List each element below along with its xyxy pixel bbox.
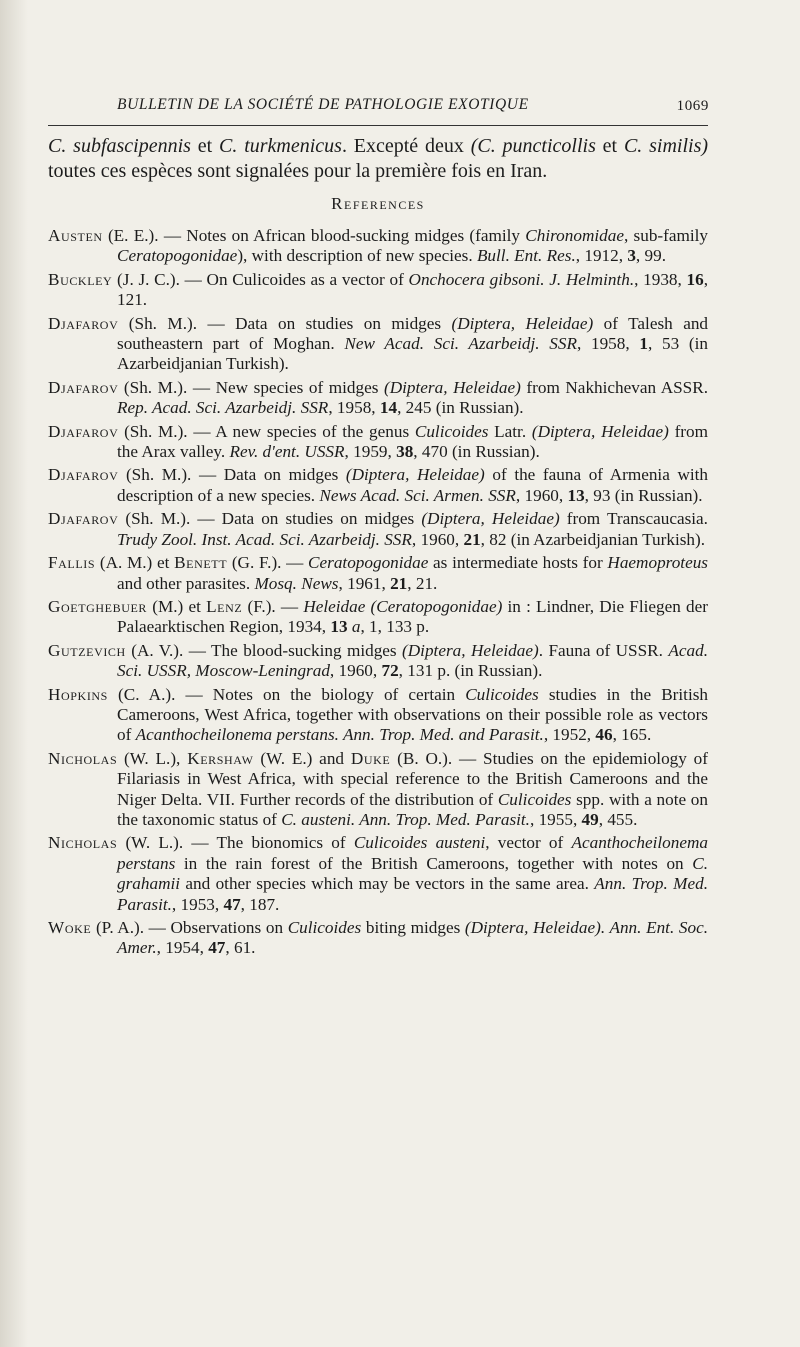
page-edge-shadow [0,0,28,1347]
reference-text: (W. L.). — The bionomics of [117,833,354,853]
reference-entry [48,509,708,550]
reference-text: , 1952, [543,725,596,745]
page-body [48,134,708,962]
reference-text: and other parasites. [117,573,255,593]
volume-number: 38 [396,442,414,462]
reference-text: , 1960, [515,485,568,505]
italic-text: Haemoproteus [607,553,708,573]
reference-text: , 1960, [329,661,382,681]
italic-text: (Diptera, Heleidae) [421,509,560,529]
italic-text: a [351,617,361,637]
reference-text: in the rain forest of the British Cameroons, together with notes on [175,853,693,873]
intro-paragraph [48,134,708,184]
reference-text: , 1958, [328,398,380,418]
reference-text: (A. M.) et [95,553,175,573]
reference-text: , 1938, [634,269,687,289]
reference-text: (E. E.). — Notes on African blood-sucking midges (family [102,226,526,245]
reference-text: (B. O.). — Studies on the epidemiology of Filariasis in West Africa, with special reference to the British Cameroons and the Niger Delta. VII. Further records of the distribution of [117,748,708,809]
author-name: Djafarov [48,313,119,333]
volume-number: 13 [567,485,585,505]
volume-number: 1 [639,334,648,354]
author-name: Goetghebuer [48,596,148,616]
author-name: Gutzevich [48,640,126,660]
reference-entry [48,553,708,594]
reference-text: , 131 p. (in Russian). [398,661,543,681]
author-name: Nicholas [48,833,118,853]
reference-entry [48,226,708,267]
author-name: Hopkins [48,684,108,704]
reference-text: (W. L.), [117,748,188,768]
reference-text: (F.). — [242,596,304,616]
author-name: Buckley [48,269,113,289]
italic-text: (Diptera, Heleidae) [345,465,485,485]
italic-text: Ceratopogonidae [308,553,429,573]
reference-text: (Sh. M.). — Data on midges [118,465,346,485]
author-name: Fallis [48,553,96,573]
italic-text: Onchocera gibsoni. J. Helminth. [408,269,635,289]
reference-text: (Sh. M.). — Data on studies on midges [118,509,422,529]
reference-text: (G. F.). — [227,553,309,573]
italic-text: Ann. Trop. Med. Parasit. [117,874,708,914]
italic-text: Acad. Sci. USSR, Moscow-Leningrad [117,640,708,681]
author-name: Lenz [206,596,243,616]
reference-text: , 165. [612,725,652,745]
author-name: Benett [174,553,228,573]
reference-text: , 121. [117,269,708,310]
volume-number: 49 [581,809,599,829]
author-name: Djafarov [48,509,119,529]
reference-text: , 1960, [411,529,464,549]
intro-text: . Excepté deux [341,135,471,157]
reference-text: , vector of [485,833,572,853]
reference-text: , 1954, [156,938,209,958]
species-name: (C. puncticollis [470,135,596,157]
reference-text: from Transcaucasia. [559,509,708,529]
italic-text: (Diptera, Heleidae) [531,421,669,441]
reference-text: (C. A.). — Notes on the biology of certain [107,684,466,704]
volume-number: 21 [390,573,408,593]
volume-number: 47 [223,894,241,914]
author-name: Djafarov [48,377,119,397]
reference-text: (Sh. M.). — New species of midges [118,377,384,397]
author-name: Woke [48,918,92,937]
reference-text: of Talesh and southeastern part of Moghan. [117,313,709,354]
reference-text: , 1, 133 p. [360,617,430,637]
header-rule [48,125,708,126]
intro-text: et [190,135,220,157]
reference-entry [48,314,708,375]
volume-number: 13 [330,617,352,637]
reference-entry [48,378,708,419]
running-title: BULLETIN DE LA SOCIÉTÉ DE PATHOLOGIE EXOTIQUE [117,96,529,113]
reference-text: as intermediate hosts for [428,553,608,573]
volume-number: 14 [379,398,398,418]
italic-text: (Diptera, Heleidae) [384,377,521,397]
reference-text: of the fauna of Armenia with description of a new species. [117,465,708,505]
species-name: C. similis) [623,135,709,157]
italic-text: Trudy Zool. Inst. Acad. Sci. Azarbeidj. SSR [117,529,412,549]
italic-text: Rev. d'ent. USSR [229,442,345,462]
reference-text: , 470 (in Russian). [413,442,540,462]
reference-text: Latr. [488,421,532,441]
author-name: Austen [48,226,103,245]
reference-text: , 21. [407,573,438,593]
reference-text: , 245 (in Russian). [397,398,524,418]
reference-text: . Fauna of USSR. [538,640,669,660]
italic-text: Culicoides austeni [353,833,486,853]
page-number: 1069 [676,98,709,114]
volume-number: 3 [627,246,636,266]
italic-text: Mosq. News [254,573,339,593]
reference-text: , 99. [635,246,666,266]
reference-text: , 93 (in Russian). [584,485,703,505]
intro-text: et [595,135,624,157]
reference-text: , 53 (in Azarbeidjanian Turkish). [117,334,709,374]
references-heading: References [331,194,425,213]
species-name: C. subfascipennis [48,135,191,157]
reference-text: , 1953, [171,894,224,914]
author-name: Kershaw [187,748,254,768]
author-name: Djafarov [48,421,119,441]
reference-text: (Sh. M.). — Data on studies on midges [118,313,452,333]
reference-entry [48,641,708,682]
reference-entry [48,749,708,831]
reference-text: , 1958, [576,334,640,354]
italic-text: Culicoides [497,789,572,809]
reference-text: and other species which may be vectors in the same area. [180,874,595,894]
reference-entry [48,918,708,959]
author-name: Nicholas [48,748,118,768]
reference-text: (Sh. M.). — A new species of the genus [118,421,415,441]
author-name: Djafarov [48,465,119,485]
reference-entry [48,833,708,915]
reference-text: studies in the British Cameroons, West Africa, together with observations on their possible role as vectors of [117,684,709,745]
reference-text: spp. with a note on the taxonomic status of [117,789,708,829]
reference-entry [48,422,708,463]
reference-text: , 1912, [575,246,628,266]
italic-text: Heleidae (Ceratopogonidae) [303,596,503,616]
volume-number: 21 [463,529,481,549]
reference-text: , 1955, [529,809,582,829]
italic-text: Acanthocheilonema perstans [117,833,708,873]
volume-number: 46 [595,725,613,745]
italic-text: Rep. Acad. Sci. Azarbeidj. SSR [117,398,329,418]
reference-text: , 82 (in Azarbeidjanian Turkish). [480,529,706,549]
reference-text: ), with description of new species. [237,246,477,266]
references-list [48,226,708,959]
italic-text: C. grahamii [117,853,708,894]
reference-text: in : Lindner, Die Fliegen der Palaearktischen Region, 1934, [117,596,708,637]
volume-number: 72 [381,661,399,681]
reference-text: , sub-family [623,226,708,245]
italic-text: Culicoides [414,421,489,441]
reference-entry [48,597,708,638]
reference-text: (W. E.) and [253,748,351,768]
italic-text: Culicoides [465,684,539,704]
reference-text: (J. J. C.). — On Culicoides as a vector of [112,269,409,289]
reference-text: , 1961, [338,573,391,593]
author-name: Duke [350,748,391,768]
volume-number: 16 [686,269,704,289]
reference-text: , 455. [598,809,638,829]
reference-entry [48,465,708,506]
italic-text: News Acad. Sci. Armen. SSR [319,485,516,505]
reference-text: from the Arax valley. [117,421,708,462]
italic-text: Bull. Ent. Res. [476,246,576,266]
italic-text: Ceratopogonidae [117,246,238,266]
italic-text: Acanthocheilonema perstans. Ann. Trop. Med. and Parasit. [135,725,544,745]
reference-text: , 187. [240,894,280,914]
reference-text: biting midges [361,918,465,937]
reference-text: , 1959, [344,442,397,462]
italic-text: (Diptera, Heleidae) [451,313,594,333]
italic-text: Culicoides [287,918,362,937]
italic-text: (Diptera, Heleidae). Ann. Ent. Soc. Amer. [117,918,708,958]
italic-text: New Acad. Sci. Azarbeidj. SSR [344,334,577,354]
intro-text: toutes ces espèces sont signalées pour la première fois en Iran. [48,160,548,182]
reference-text: (A. V.). — The blood-sucking midges [125,640,403,660]
reference-entry [48,685,708,746]
species-name: C. turkmenicus [219,135,342,157]
reference-text: (M.) et [147,596,207,616]
reference-entry [48,270,708,311]
reference-text: , 61. [225,938,256,958]
reference-text: (P. A.). — Observations on [91,918,288,937]
volume-number: 47 [208,938,226,958]
italic-text: C. austeni. Ann. Trop. Med. Parasit. [281,809,530,829]
reference-text: from Nakhichevan ASSR. [520,377,708,397]
italic-text: (Diptera, Heleidae) [402,640,539,660]
italic-text: Chironomidae [525,226,624,245]
